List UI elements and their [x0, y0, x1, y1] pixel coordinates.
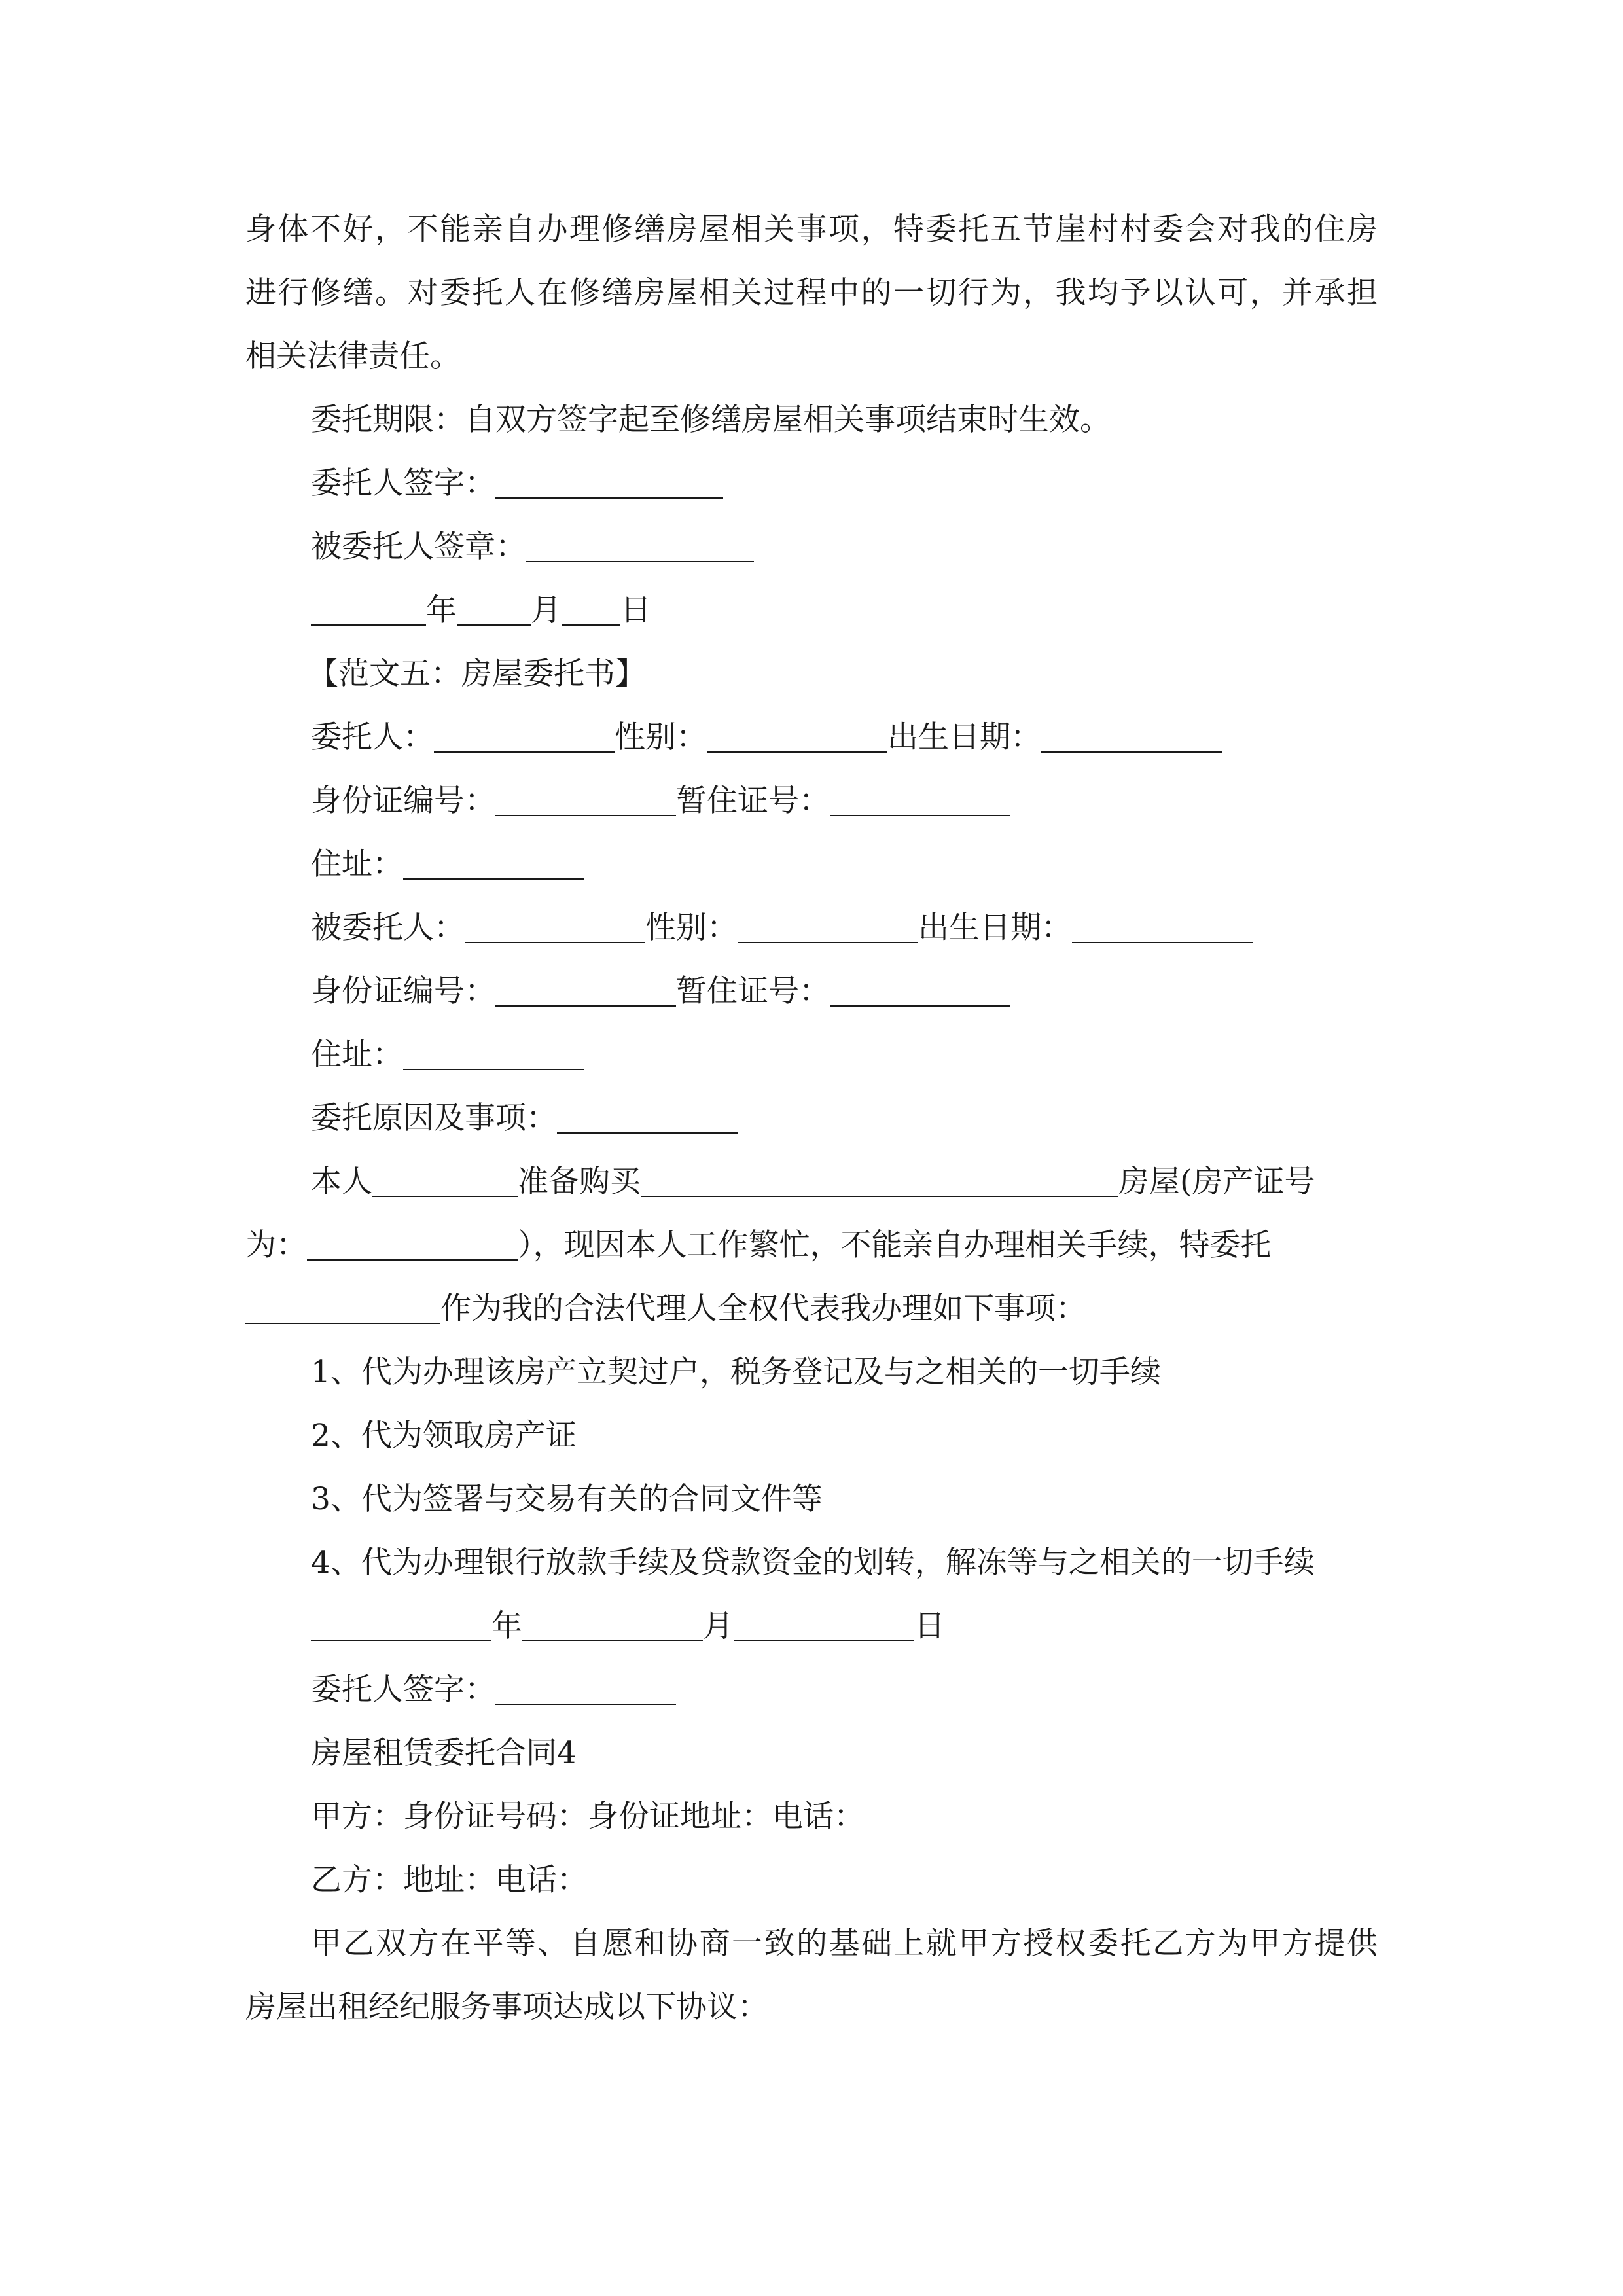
reason-line — [311, 1086, 738, 1151]
contract-title: 房屋租赁委托合同4 — [311, 1735, 577, 1771]
signature-blank[interactable] — [495, 452, 723, 499]
text-line: 委托期限：自双方签字起至修缮房屋相关事项结束时生效。 — [311, 402, 1111, 438]
signature-line — [311, 452, 723, 516]
agent-line — [311, 896, 1253, 960]
seal-line — [311, 515, 754, 579]
principal-birth-blank[interactable] — [1041, 706, 1222, 753]
list-item: 3、代为签署与交易有关的合同文件等 — [311, 1481, 823, 1517]
agent-address-line — [311, 1023, 584, 1087]
agent-address-blank[interactable] — [403, 1023, 584, 1070]
text-line: 房屋出租经纪服务事项达成以下协议： — [245, 1989, 768, 2025]
gender-label: 性别： — [615, 719, 707, 755]
principal-signature-label: 委托人签字： — [311, 1672, 495, 1708]
text-segment: 为： — [245, 1227, 307, 1263]
day-label: 日 — [620, 592, 651, 628]
text-line: 身体不好，不能亲自办理修缮房屋相关事项，特委托五节崖村村委会对我的住房 — [245, 211, 1378, 247]
text-segment: ），现因本人工作繁忙，不能亲自办理相关手续，特委托 — [518, 1227, 1272, 1263]
list-item: 4、代为办理银行放款手续及贷款资金的划转，解冻等与之相关的一切手续 — [311, 1545, 1315, 1581]
address-label: 住址： — [311, 1037, 403, 1073]
text-segment: 准备购买 — [518, 1164, 641, 1200]
principal-address-blank[interactable] — [403, 833, 584, 880]
date-line — [311, 1594, 945, 1659]
year-blank[interactable] — [311, 579, 426, 626]
text-line: 进行修缮。对委托人在修缮房屋相关过程中的一切行为，我均予以认可，并承担 — [245, 275, 1378, 311]
purchase-line — [311, 1150, 1315, 1214]
principal-gender-blank[interactable] — [707, 706, 887, 753]
reason-label: 委托原因及事项： — [311, 1100, 557, 1136]
principal-address-line — [311, 833, 584, 897]
list-item: 2、代为领取房产证 — [311, 1418, 577, 1454]
birth-label: 出生日期： — [918, 910, 1072, 946]
text-segment: 作为我的合法代理人全权代表我办理如下事项： — [440, 1291, 1086, 1327]
address-label: 住址： — [311, 846, 403, 882]
id-label: 身份证编号： — [311, 783, 495, 819]
date-line — [311, 579, 651, 643]
agent-label: 被委托人： — [311, 910, 465, 946]
permit-label: 暂住证号： — [676, 973, 830, 1009]
day-blank[interactable] — [734, 1594, 914, 1641]
text-segment: 本人 — [311, 1164, 372, 1200]
party-a-line: 甲方：身份证号码：身份证地址：电话： — [311, 1799, 865, 1835]
text-segment: 房屋(房产证号 — [1118, 1164, 1315, 1200]
day-label: 日 — [914, 1608, 945, 1644]
year-label: 年 — [491, 1608, 522, 1644]
certificate-line — [245, 1213, 1272, 1278]
party-b-line: 乙方：地址：电话： — [311, 1862, 588, 1898]
name-blank[interactable] — [372, 1150, 518, 1197]
text-line: 相关法律责任。 — [245, 338, 461, 374]
principal-line — [311, 706, 1222, 770]
text-line: 甲乙双方在平等、自愿和协商一致的基础上就甲方授权委托乙方为甲方提供 — [311, 1926, 1378, 1962]
id-label: 身份证编号： — [311, 973, 495, 1009]
permit-label: 暂住证号： — [676, 783, 830, 819]
delegate-line — [245, 1277, 1086, 1341]
property-blank[interactable] — [641, 1150, 1118, 1197]
principal-permit-blank[interactable] — [830, 769, 1010, 816]
month-label: 月 — [703, 1608, 734, 1644]
section-heading: 【范文五：房屋委托书】 — [308, 656, 646, 692]
month-label: 月 — [531, 592, 562, 628]
year-blank[interactable] — [311, 1594, 491, 1641]
agent-birth-blank[interactable] — [1072, 896, 1253, 943]
agent-permit-blank[interactable] — [830, 960, 1010, 1007]
principal-label: 委托人： — [311, 719, 434, 755]
delegate-blank[interactable] — [245, 1277, 440, 1324]
agent-id-line — [311, 960, 1010, 1024]
month-blank[interactable] — [457, 579, 531, 626]
principal-id-line — [311, 769, 1010, 833]
seal-blank[interactable] — [526, 515, 754, 562]
day-blank[interactable] — [562, 579, 620, 626]
certificate-blank[interactable] — [307, 1213, 518, 1261]
principal-id-blank[interactable] — [495, 769, 676, 816]
list-item: 1、代为办理该房产立契过户，税务登记及与之相关的一切手续 — [311, 1354, 1161, 1390]
agent-gender-blank[interactable] — [738, 896, 918, 943]
gender-label: 性别： — [645, 910, 738, 946]
principal-name-blank[interactable] — [434, 706, 615, 753]
year-label: 年 — [426, 592, 457, 628]
principal-signature-label: 委托人签字： — [311, 465, 495, 501]
birth-label: 出生日期： — [887, 719, 1041, 755]
month-blank[interactable] — [522, 1594, 703, 1641]
reason-blank[interactable] — [557, 1086, 738, 1134]
signature-blank[interactable] — [495, 1658, 676, 1705]
signature-line — [311, 1658, 676, 1722]
agent-id-blank[interactable] — [495, 960, 676, 1007]
agent-seal-label: 被委托人签章： — [311, 529, 526, 565]
agent-name-blank[interactable] — [465, 896, 645, 943]
